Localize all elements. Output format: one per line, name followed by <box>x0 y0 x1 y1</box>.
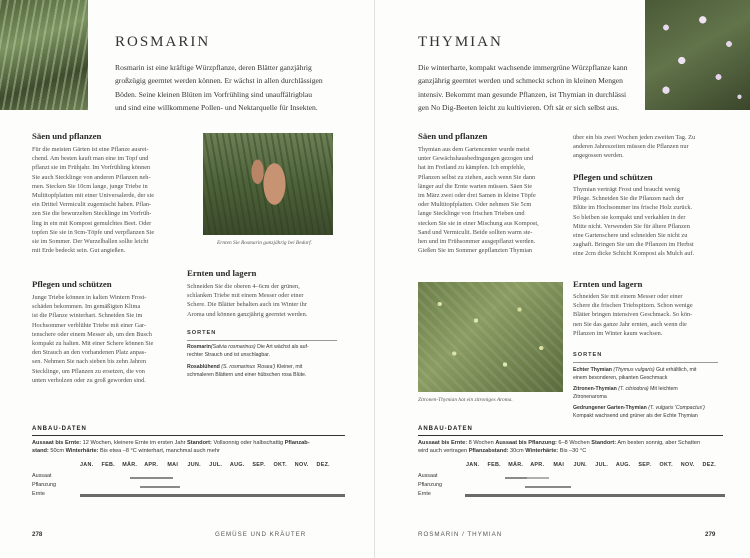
intro-thymian: Die winterharte, kompakt wachsende immergrüne Würzpflanze kann ganzjährig geerntet werden und schmeckt schon in kleinen Mengen intensiv. Bekommt man gesunde Pflanzen, ist Thymian in durchlässi gen No Dig-Beeten leicht zu kultivieren. Oft sät er sich selbst aus. <box>418 63 628 113</box>
planting-bar <box>525 486 571 488</box>
intro-rosmarin: Rosmarin ist eine kräftige Würzpflanze, deren Blätter ganzjährig großzügig geerntet werden können. Er wächst in allen durchlässigen Böden. Seine kleinen Blüten im Vorfrühling sind unauffälrigblau und sind eine willkommene Pollen- und Nektarquelle für Insekten. <box>115 63 323 113</box>
lemon-thyme-photo <box>418 282 563 392</box>
harvest-bar <box>80 494 345 497</box>
row-label-planting: Pflanzung <box>32 482 56 488</box>
variety-item: Echter Thymian (Thymus vulgaris) Gut erhältlich, mit einem besonderen, pikanten Geschmack <box>573 367 697 381</box>
body-sow-continued: über ein bis zwei Wochen jeden zweiten Tag. Zu anderen Jahreszeiten müssen die Pflanzen nur angegossen werden. <box>573 134 696 160</box>
row-label-harvest: Ernte <box>418 491 431 497</box>
running-header: GEMÜSE UND KRÄUTER <box>215 531 307 538</box>
month-header: JAN. FEB. MÄR. APR. MAI JUN. JUL. AUG. SEP. OKT. NOV. DEZ. <box>466 462 716 468</box>
growing-data-heading: ANBAU-DATEN <box>32 426 87 432</box>
running-header: ROSMARIN / THYMIAN <box>418 531 503 538</box>
heading-care: Pflegen und schützen <box>573 172 653 182</box>
heading-sow: Säen und pflanzen <box>32 131 102 141</box>
row-label-sowing: Aussaat <box>32 473 52 479</box>
body-sow: Thymian aus dem Gartencenter wurde meist unter Gewächshausbedingungen gezogen und hat im Freiland zu kämpfen. Ich empfehle, Pflanzen selbst zu ziehen, auch wenn Sie dann länger auf die Ernte warten müssen. Säen Sie im März zwei oder drei Samen in kleine Töpfe oder Multitopfplatten. Oder nehmen Sie 5cm lange Stecklinge von frischen Trieben und stecken Sie sie in einer Mischung aus Kompost, Sand und Vermiculit. Beide sollten warm ste- hen und im Frühsommer ausgepflanzt werden. Gießen Sie im Sommer gepflanzten Thymian <box>418 146 539 255</box>
rosemary-header-photo <box>0 0 88 110</box>
body-care: Junge Triebe können in kalten Wintern Frost- schäden bekommen. Im gemäßigten Klima ist die Pflanze winterhart. Schneiden Sie im Hochsommer verblühte Triebe mit einer Gar- tenschere oder einem Messer ab, um den Busch kompakt zu halten. Mit einer Schere können Sie den Strauch an den vorhandenen Platz anpas- sen. Nehmen Sie nach sieben bis zehn Jahren Stecklinge, um Pflanzen zu ersetzen, die von unten verholzen oder zu groß geworden sind. <box>32 294 154 384</box>
thyme-header-photo <box>645 0 750 110</box>
body-care: Thymian verträgt Frost und braucht wenig Pflege. Schneiden Sie die Pflanzen nach der Blüte im Hochsommer ins frische Holz zurück. So bleiben sie kompakt und verkahlen in der Mitte nicht. Verwenden Sie für ältere Pflanzen eine Gartenschere und schneiden Sie nicht zu zaghaft. Bringen Sie um die Pflanzen im Herbst eine 2cm dicke Schicht Kompost als Mulch auf. <box>573 186 695 258</box>
rosemary-harvest-photo <box>203 133 333 235</box>
varieties-rule <box>573 362 718 363</box>
body-harvest: Schneiden Sie mit einem Messer oder einer Schere die frischen Triebspitzen. Schon wenige Blätter bringen intensiven Geschmack. So kön- nen Sie das ganze Jahr ernten, auch wenn die Pflanzen im Winter kaum wachsen. <box>573 293 693 337</box>
heading-harvest: Ernten und lagern <box>573 279 643 289</box>
page-number: 279 <box>705 531 716 538</box>
planting-bar <box>140 486 180 488</box>
page-title-rosmarin: ROSMARIN <box>115 34 211 50</box>
sowing-bar <box>527 477 549 479</box>
growing-data-text: Aussaat bis Ernte: 8 Wochen Aussaat bis Pflanzung: 6–8 Wochen Standort: Am besten sonnig, aber Schatten wird auch vertragen Pflanzabstand: 30cm Winterhärte: Bis –30 °C <box>418 440 701 455</box>
variety-item: Zitronen-Thymian (T. citriodora) Mit leichtem Zitronenaroma <box>573 386 678 400</box>
sowing-bar <box>130 477 173 479</box>
body-sow: Für die meisten Gärten ist eine Pflanze ausrei- chend. Am besten kauft man eine im Topf und pflanzt sie im Frühjahr. Im Vorfrühling können Sie auch Stecklinge von anderen Pflanzen neh- men. Stecken Sie 10cm lange, junge Triebe in Multitopfplatten mit einer Universalerde, der sie ein Drittel Vermiculit zugemischt haben. Pflan- zen Sie die bewurzelten Stecklinge im Vorfrüh- ling in ein mit Kompost gemulchtes Beet. Oder topfen Sie sie in 9cm-Töpfe und verpflanzen Sie sie im Sommer. Der Wurzelballen sollte leicht mit Erde bedeckt sein. Gut angießen. <box>32 146 155 255</box>
variety-item: Rosmarin(Salvia rosmarinus) Die Art wächst als auf- rechter Strauch und ist unschlagbar. <box>187 344 309 358</box>
varieties-rule <box>187 340 337 341</box>
body-harvest: Schneiden Sie die oberen 4–6cm der grünen, schlanken Triebe mit einem Messer oder einer Schere. Die Blätter behalten auch im Winter ihr Aroma und können ganzjährig geerntet werden. <box>187 283 308 318</box>
page-number: 278 <box>32 531 43 538</box>
page-title-thymian: THYMIAN <box>418 34 503 50</box>
harvest-bar <box>465 494 725 497</box>
varieties-heading: SORTEN <box>573 352 603 358</box>
sowing-bar <box>505 477 527 479</box>
variety-item: Rosablühend (S. rosmarinus 'Rosea') Kleiner, mit schmaleren Blättern und einer hübschen rosa Blüte. <box>187 364 307 378</box>
row-label-planting: Pflanzung <box>418 482 442 488</box>
photo-caption-rosmarin: Ernten Sie Rosmarin ganzjährig bei Bedarf. <box>217 240 312 246</box>
row-label-sowing: Aussaat <box>418 473 438 479</box>
growing-data-text: Aussaat bis Ernte: 12 Wochen, kleinere Ernte im ersten Jahr Standort: Vollsonnig oder halbschattig Pflanzab- stand: 50cm Winterhärte: Bis etwa –8 °C winterhart, manchmal auch mehr <box>32 440 310 455</box>
growing-data-heading: ANBAU-DATEN <box>418 426 473 432</box>
varieties-heading: SORTEN <box>187 330 217 336</box>
growing-data-rule <box>32 435 345 436</box>
growing-data-rule <box>418 435 723 436</box>
heading-sow: Säen und pflanzen <box>418 131 488 141</box>
heading-care: Pflegen und schützen <box>32 279 112 289</box>
right-page <box>375 0 750 558</box>
variety-item: Gedrungener Garten-Thymian (T. vulgaris 'Compactus') Kompakt wachsend und grüner als der Echte Thymian <box>573 405 705 419</box>
month-header: JAN. FEB. MÄR. APR. MAI JUN. JUL. AUG. SEP. OKT. NOV. DEZ. <box>80 462 330 468</box>
row-label-harvest: Ernte <box>32 491 45 497</box>
heading-harvest: Ernten und lagern <box>187 268 257 278</box>
photo-caption-thymian: Zitronen-Thymian hat ein zitroniges Aroma. <box>418 397 513 403</box>
